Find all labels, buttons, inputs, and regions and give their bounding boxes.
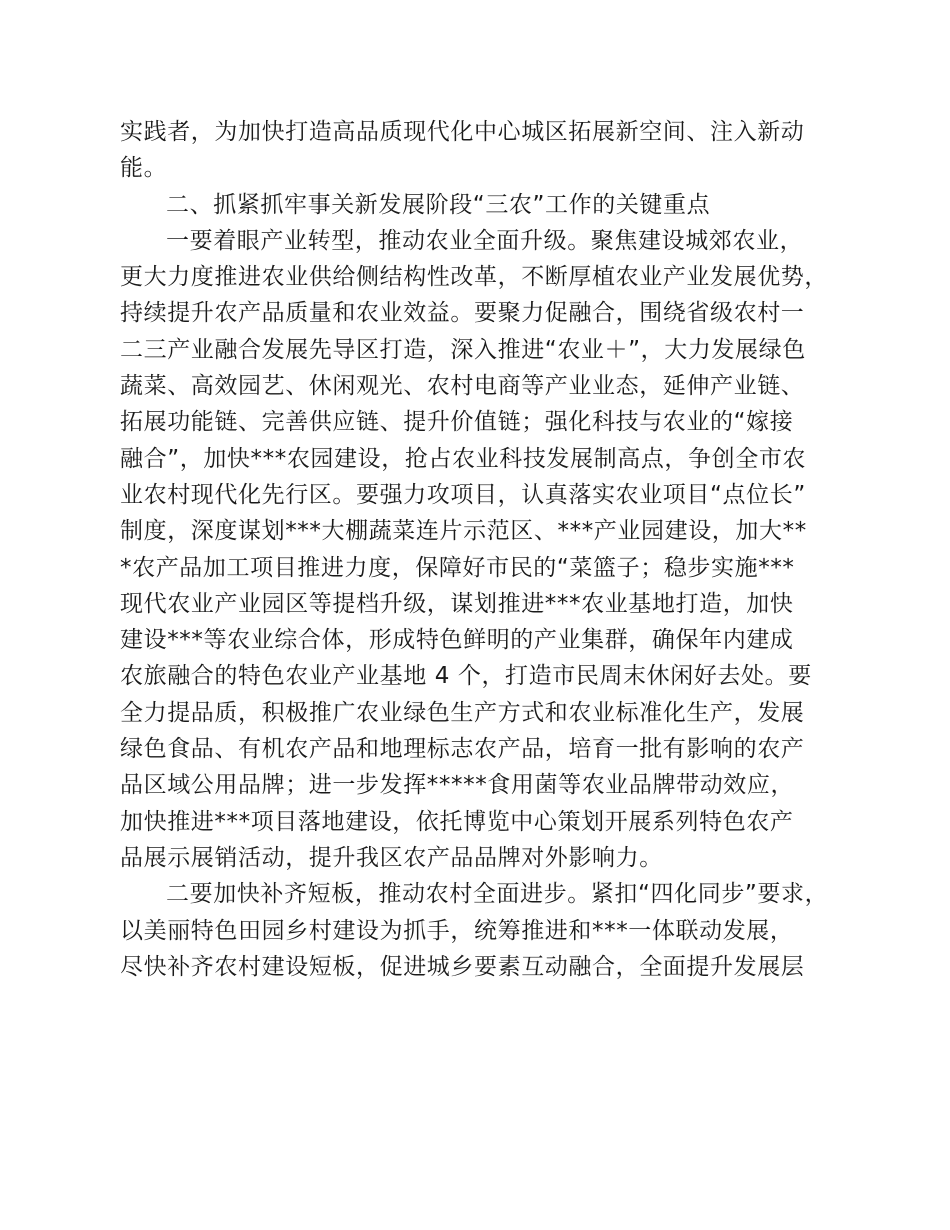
text-line: 二要加快补齐短板，推动农村全面进步。紧扣“四化同步”要求， [166,881,829,908]
document-body [120,114,840,985]
text-line: 更大力度推进农业供给侧结构性改革，不断厚植农业产业发展优势， [120,264,828,291]
text-line: 加快推进***项目落地建设，依托博览中心策划开展系列特色农产 [120,808,794,835]
text-line: 品区域公用品牌；进一步发挥*****食用菌等农业品牌带动效应， [120,772,795,799]
text-line: 能。 [120,155,168,182]
text-line: 持续提升农产品质量和农业效益。要聚力促融合，围绕省级农村一 [120,300,805,327]
text-line: 二、抓紧抓牢事关新发展阶段“三农”工作的关键重点 [166,191,711,218]
text-line: 尽快补齐农村建设短板，促进城乡要素互动融合，全面提升发展层 [120,953,805,980]
text-line: *农产品加工项目推进力度，保障好市民的“菜篮子；稳步实施*** [120,554,795,581]
text-line: 建设***等农业综合体，形成特色鲜明的产业集群，确保年内建成 [120,627,794,654]
text-line: 现代农业产业园区等提档升级，谋划推进***农业基地打造，加快 [120,590,794,617]
text-line: 全力提品质，积极推广农业绿色生产方式和农业标准化生产，发展 [120,699,805,726]
text-line: 拓展功能链、完善供应链、提升价值链；强化科技与农业的“嫁接 [120,409,794,436]
text-line: 以美丽特色田园乡村建设为抓手，统筹推进和***一体联动发展， [120,917,794,944]
text-line: 融合”，加快***农园建设，抢占农业科技发展制高点，争创全市农 [120,445,807,472]
text-line: 实践者，为加快打造高品质现代化中心城区拓展新空间、注入新动 [120,119,805,145]
text-line: 绿色食品、有机农产品和地理标志农产品，培育一批有影响的农产 [120,736,805,763]
text-line: 农旅融合的特色农业产业基地 4 个，打造市民周末休闲好去处。要 [120,663,812,690]
text-line: 蔬菜、高效园艺、休闲观光、农村电商等产业业态，延伸产业链、 [120,373,805,400]
text-line: 业农村现代化先行区。要强力攻项目，认真落实农业项目“点位长” [120,481,806,508]
text-line: 制度，深度谋划***大棚蔬菜连片示范区、***产业园建设，加大** [120,518,807,545]
text-line: 品展示展销活动，提升我区农产品品牌对外影响力。 [120,844,663,871]
text-line: 二三产业融合发展先导区打造，深入推进“农业＋”，大力发展绿色 [120,336,806,363]
text-line: 一要着眼产业转型，推动农业全面升级。聚焦建设城郊农业， [166,227,804,254]
